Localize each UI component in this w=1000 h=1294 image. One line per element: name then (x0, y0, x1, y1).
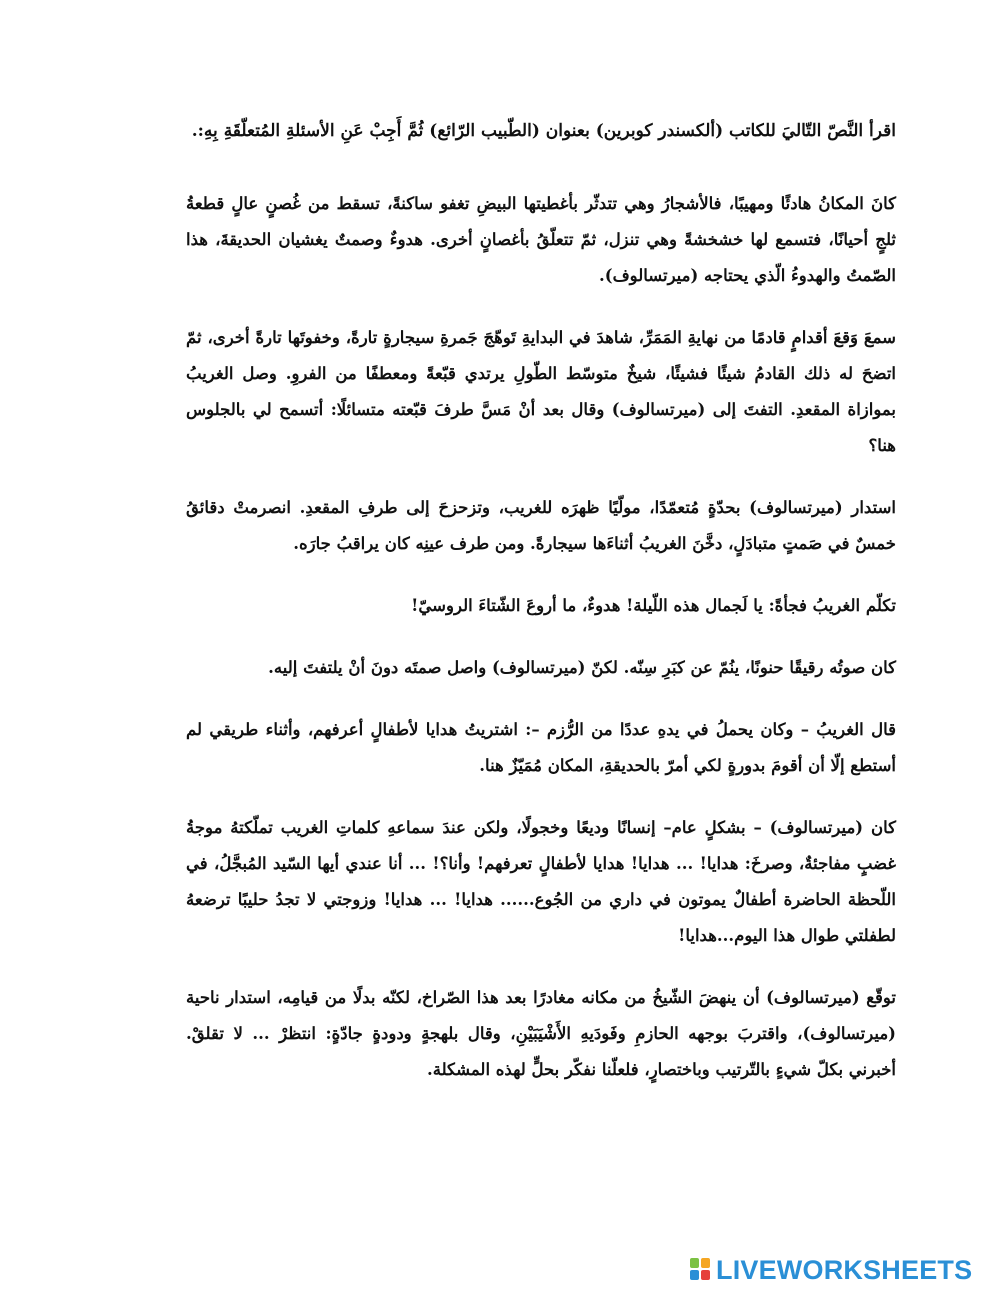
paragraph-5: كان صوتُه رقيقًا حنونًا، ينُمّ عن كبَرِ سِنّه. لكنّ (ميرتسالوف) واصل صمتَه دونَ أنْ يلتفتَ إليه. (268, 658, 896, 677)
paragraph-1: كانَ المكانُ هادئًا ومهيبًا، فالأشجارُ وهي تتدثّر بأغطيتها البيضِ تغفو ساكنةً، تسقط من غُصنٍ عالٍ قطعةُ ثلجٍ أحيانًا، فتسمع لها خشخشةً وهي تنزل، ثمّ تتعلّقُ بأغصانٍ أخرى. هدوءٌ وصمتٌ يغشيان الحديقةَ، هذا الصّمتُ والهدوءُ الّذي يحتاجه (ميرتسالوف). (186, 194, 896, 285)
liveworksheets-logo-icon (690, 1258, 712, 1282)
paragraph-7: كان (ميرتسالوف) – بشكلٍ عام– إنسانًا وديعًا وخجولًا، ولكن عندَ سماعهِ كلماتِ الغريب تملّكتهُ موجةُ غضبٍ مفاجئةٌ، وصرخَ: هدايا! ... هدايا! هدايا لأطفالٍ تعرفهم! وأنا؟! ... أنا عندي أيها السّيد المُبجَّلُ، في اللّحظة الحاضرة أطفالٌ يموتون في داري من الجُوع...... هدايا! ... هدايا! وزوجتي لا تجدُ حليبًا ترضعهُ لطفلتي طوال هذا اليوم...هدايا! (186, 818, 896, 945)
paragraph-8: توقّع (ميرتسالوف) أن ينهضَ الشّيخُ من مكانه مغادرًا بعد هذا الصّراخ، لكنّه بدلًا من قيامِه، استدار ناحية (ميرتسالوف)، واقتربَ بوجهه الحازمِ وفَودَيهِ الأَشْيَبَيْنِ، وقال بلهجةٍ ودودةٍ جادّةٍ: انتظرْ ... لا تقلقْ. أخبرني بكلّ شيءٍ بالتّرتيب وباختصارٍ، فلعلّنا نفكّر بحلٍّ لهذه المشكلة. (186, 988, 896, 1079)
paragraph-2: سمعَ وَقعَ أقدامٍ قادمًا من نهايةِ المَمَرِّ، شاهدَ في البدايةِ تَوهّجَ جَمرةِ سيجارةٍ تارةً، وخفوتَها تارةً أخرى، ثمّ اتضحَ له ذلك القادمُ شيئًا فشيئًا، شيخٌ متوسّط الطّولِ يرتدي قبّعةً ومعطفًا من الفروِ. وصل الغريبُ بموازاة المقعدِ. التفتَ إلى (ميرتسالوف) وقال بعد أنْ مَسَّ طرفَ قبّعته متسائلًا: أتسمح لي بالجلوس هنا؟ (186, 328, 896, 455)
paragraph-4: تكلّم الغريبُ فجأةً: يا لَجمال هذه اللّيلة! هدوءٌ، ما أروعَ الشّتاءَ الروسيّ! (411, 596, 896, 615)
liveworksheets-logo (690, 1255, 972, 1285)
instruction-heading: اقرأ النَّصّ التّاليَ للكاتب (ألكسندر كوبرين) بعنوان (الطّبيب الرّائع) ثُمَّ أَجِبْ عَنِ الأسئلةِ المُتعلّقَةِ بِهِ:. (191, 121, 896, 141)
logo-text: LIVEWORKSHEETS (716, 1255, 973, 1285)
paragraph-6: قال الغريبُ – وكان يحملُ في يدهِ عددًا من الرُّزم –: اشتريتُ هدايا لأطفالٍ أعرفهم، وأثناء طريقي لم أستطع إلّا أن أقومَ بدورةٍ لكي أمرّ بالحديقةِ، المكان مُمَيّزٌ هنا. (186, 720, 896, 775)
paragraph-3: استدار (ميرتسالوف) بحدّةٍ مُتعمّدًا، مولّيًا ظهرَه للغريب، وتزحزحَ إلى طرفِ المقعدِ. انصرمتْ دقائقُ خمسٌ في صَمتٍ متبادَلٍ، دخَّنَ الغريبُ أثناءَها سيجارةً. ومن طرف عينِه كان يراقبُ جارَه. (186, 498, 896, 553)
reading-passage (186, 118, 896, 1114)
